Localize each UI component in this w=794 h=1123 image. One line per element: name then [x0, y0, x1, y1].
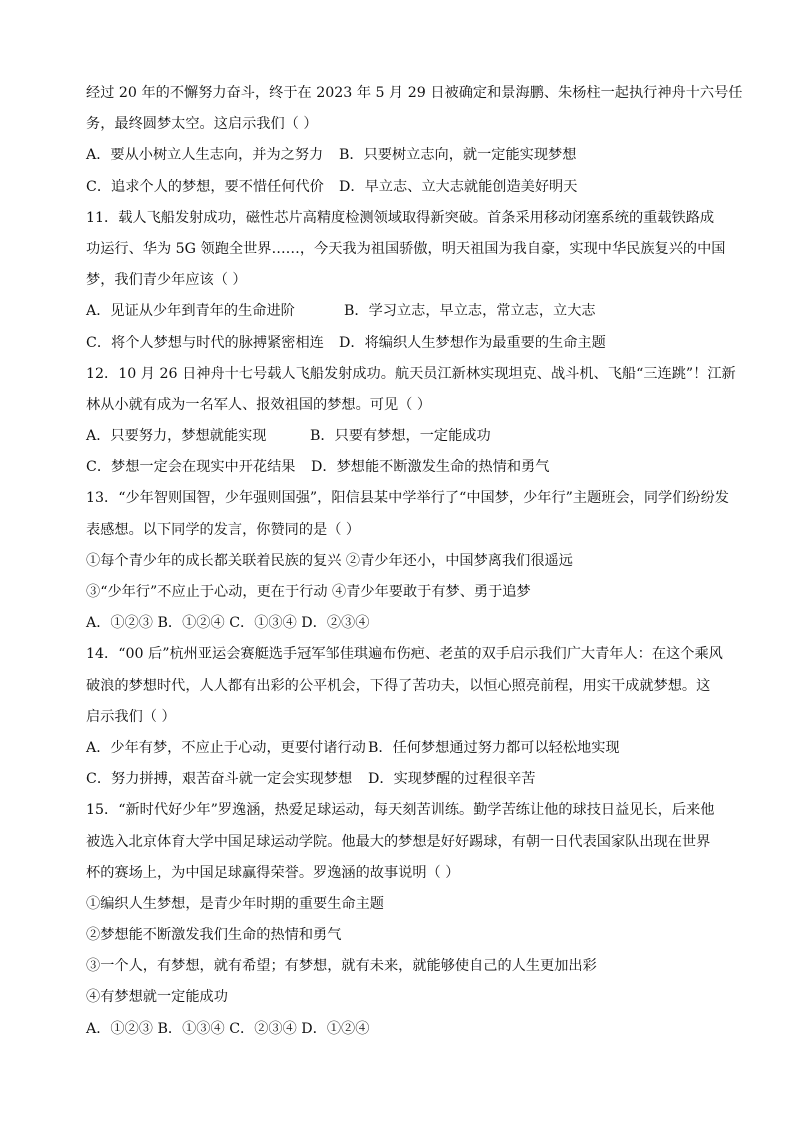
- statement-line: ④有梦想就一定能成功: [86, 989, 228, 1006]
- option-a: A．要从小树立人生志向，并为之努力: [86, 147, 324, 164]
- statement-line: ③“少年行”不应止于心动，更在于行动 ④青少年要敢于有梦、勇于追梦: [86, 584, 531, 600]
- option-b: B．学习立志，早立志，常立志，立大志: [344, 303, 596, 320]
- statement-line: ①每个青少年的成长都关联着民族的复兴 ②青少年还小，中国梦离我们很遥远: [86, 552, 573, 569]
- stem-line: 表感想。以下同学的发言，你赞同的是（ ）: [86, 521, 361, 538]
- option-b: B．只要有梦想，一定能成功: [310, 428, 491, 445]
- option-c: C．努力拼搏，艰苦奋斗就一定会实现梦想: [86, 771, 353, 788]
- stem-line: 启示我们（ ）: [86, 708, 176, 725]
- option-row: [86, 452, 714, 483]
- option-row: [86, 140, 714, 171]
- question-15: [86, 795, 714, 1045]
- option-row: [86, 296, 714, 327]
- statement-line: ③一个人，有梦想，就有希望；有梦想，就有未来，就能够使自己的人生更加出彩: [86, 958, 597, 975]
- option-c: C．将个人梦想与时代的脉搏紧密相连: [86, 334, 324, 351]
- stem-line: 12．10 月 26 日神舟十七号载人飞船发射成功。航天员江新林实现坦克、战斗机、飞船“三连跳”！江新: [86, 365, 736, 382]
- option-d: D．早立志、立大志就能创造美好明天: [339, 178, 578, 195]
- option-c: C．追求个人的梦想，要不惜任何代价: [86, 178, 324, 195]
- option-b: B．只要树立志向，就一定能实现梦想: [339, 147, 577, 164]
- stem-line: 破浪的梦想时代，人人都有出彩的公平机会，下得了苦功夫，以恒心照亮前程，用实干成就梦想。这: [86, 677, 711, 694]
- stem-line: 功运行、华为 5G 领跑全世界……，今天我为祖国骄傲，明天祖国为我自豪，实现中华民族复兴的中国: [86, 240, 726, 257]
- statement-line: ①编织人生梦想，是青少年时期的重要生命主题: [86, 895, 384, 912]
- option-a: A．只要努力，梦想就能实现: [86, 428, 267, 445]
- option-row: [86, 421, 714, 452]
- question-13: [86, 483, 729, 639]
- option-d: D．实现梦醒的过程很辛苦: [368, 771, 536, 788]
- stem-line: 15．“新时代好少年”罗逸涵，热爱足球运动，每天刻苦训练。勤学苦练让他的球技日益见长，后来他: [86, 802, 715, 819]
- option-row: [86, 764, 714, 795]
- stem-line: 13．“少年智则国智，少年强则国强”，阳信县某中学举行了“中国梦，少年行”主题班会，同学们纷纷发: [86, 490, 729, 507]
- stem-line: 杯的赛场上，为中国足球赢得荣誉。罗逸涵的故事说明（ ）: [86, 864, 460, 881]
- options-line: A．①②③ B．①②④ C．①③④ D．②③④: [86, 615, 370, 632]
- stem-line: 14．“00 后”杭州亚运会赛艇选手冠军邹佳琪遍布伤疤、老茧的双手启示我们广大青年人：在这个乘风: [86, 646, 723, 663]
- option-row: [86, 172, 714, 203]
- option-row: [86, 733, 714, 764]
- option-c: C．梦想一定会在现实中开花结果: [86, 459, 296, 476]
- option-row: [86, 328, 714, 359]
- stem-line: 经过 20 年的不懈努力奋斗，终于在 2023 年 5 月 29 日被确定和景海鹏、朱杨柱一起执行神舟十六号任: [86, 85, 743, 101]
- question-11: [86, 203, 726, 359]
- stem-line: 11．载人飞船发射成功，磁性芯片高精度检测领域取得新突破。首条采用移动闭塞系统的重载铁路成: [86, 209, 715, 226]
- options-line: A．①②③ B．①③④ C．②③④ D．①②④: [86, 1020, 370, 1037]
- option-d: D．将编织人生梦想作为最重要的生命主题: [339, 334, 606, 351]
- question-12: [86, 359, 736, 484]
- stem-line: 务，最终圆梦太空。这启示我们（ ）: [86, 116, 318, 133]
- option-d: D．梦想能不断激发生命的热情和勇气: [311, 459, 550, 476]
- stem-line: 被选入北京体育大学中国足球运动学院。他最大的梦想是好好踢球，有朝一日代表国家队出现在世界: [86, 833, 711, 850]
- option-a: A．少年有梦，不应止于心动，更要付诸行动: [86, 739, 366, 756]
- question-10: [86, 78, 743, 203]
- question-list: [86, 78, 743, 1045]
- stem-line: 梦，我们青少年应该（ ）: [86, 272, 247, 289]
- option-a: A．见证从少年到青年的生命进阶: [86, 303, 295, 320]
- question-14: [86, 639, 723, 795]
- stem-line: 林从小就有成为一名军人、报效祖国的梦想。可见（ ）: [86, 396, 432, 413]
- statement-line: ②梦想能不断激发我们生命的热情和勇气: [86, 927, 342, 944]
- option-b: B．任何梦想通过努力都可以轻松地实现: [368, 739, 620, 756]
